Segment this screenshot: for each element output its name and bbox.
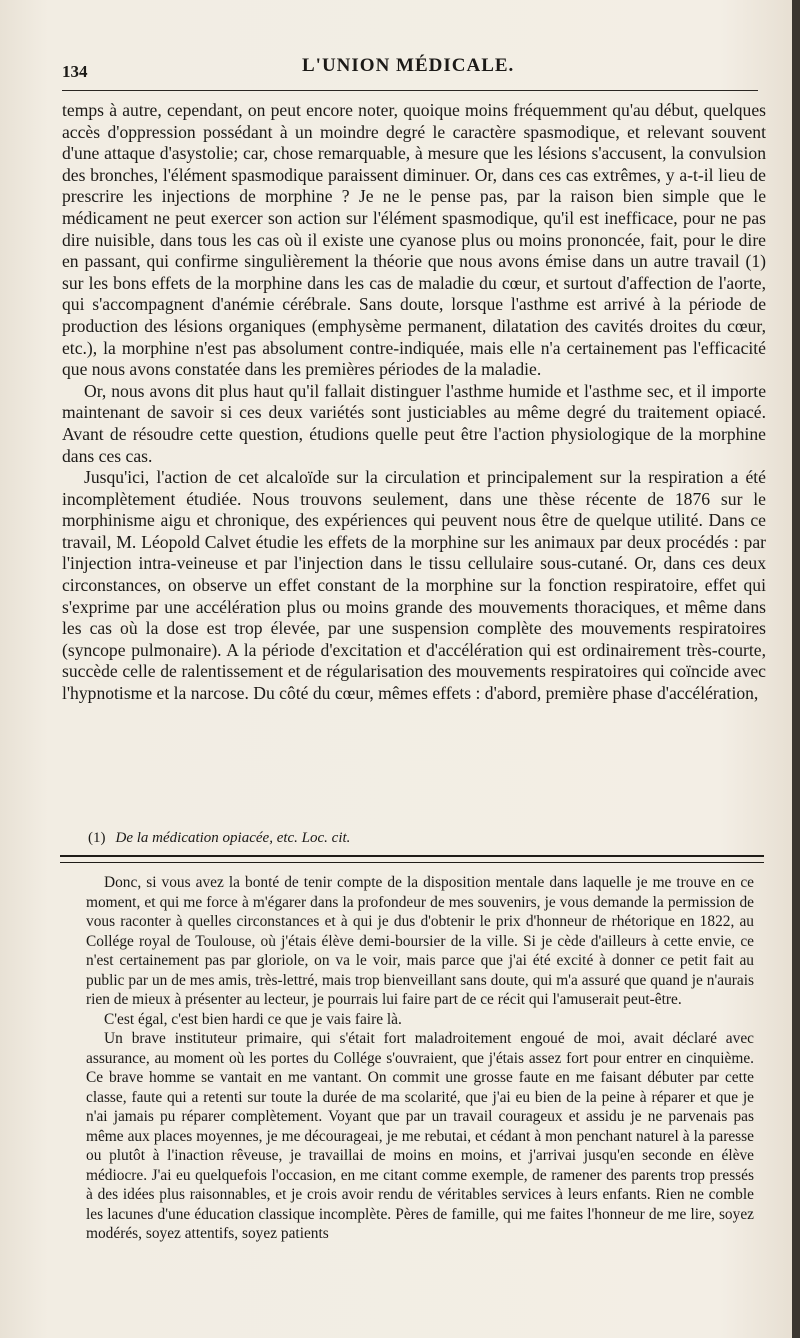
page-number: 134 <box>62 62 88 81</box>
footnote-text: De la médication opiacée, etc. Loc. cit. <box>115 830 351 846</box>
page-header <box>62 55 758 87</box>
article-paragraph: temps à autre, cependant, on peut encore noter, quoique moins fréquemment qu'au début, quelques accès d'oppression possédant à un moindre degré le caractère spasmodique, et relevant souvent d'une attaque d'asystolie; car, chose remarquable, à mesure que les lésions s'accusent, la convulsion des bronches, l'élément spasmodique paraissent diminuer. Or, dans ces cas extrêmes, y a-t-il lieu de prescrire les injections de morphine ? Je ne le pense pas, par la raison bien simple que le médicament ne peut exercer son action sur l'élément spasmodique, qu'il est inefficace, pour ne pas dire nuisible, dans tous les cas où il existe une cyanose plus ou moins prononcée, fait, pour le dire en passant, qui confirme singulièrement la théorie que nous avons émise dans un autre travail (1) sur les bons effets de la morphine dans les cas de maladie du cœur, et surtout d'affection de l'aorte, qui s'accompagnent d'anémie cérébrale. Sans doute, lorsque l'asthme est arrivé à la période de production des lésions organiques (emphysème permanent, dilatation des cavités droites du cœur, etc.), la morphine n'est pas absolument contre-indiquée, mais elle n'a certainement pas l'efficacité que nous avons constatée dans les premières périodes de la maladie. <box>62 100 766 380</box>
feuilleton-paragraph: Donc, si vous avez la bonté de tenir compte de la disposition mentale dans laquelle je me trouve en ce moment, et qui me force à m'égarer dans la profondeur de mes souvenirs, je vous demande la permission de vous raconter à quelles circonstances et à qui je dus d'obtenir le prix d'honneur de rhétorique en 1822, au Collége royal de Toulouse, où j'étais élève demi-boursier de la ville. Si je cède d'ailleurs à cette envie, ce n'est certainement pas par gloriole, on va le voir, mais parce que j'ai été excité à donner ce petit fait au public par un de mes amis, très-lettré, mais trop bienveillant sans doute, qui m'a assuré que quand je n'aurais rien de mieux à présenter au lecteur, je pourrais lui faire part de ce récit qui l'amuserait peut-être. <box>86 874 754 1008</box>
feuilleton-body <box>86 873 754 1244</box>
article-body <box>62 100 766 705</box>
header-rule <box>62 90 758 91</box>
feuilleton-paragraph: C'est égal, c'est bien hardi ce que je vais faire là. <box>104 1010 402 1028</box>
feuilleton-paragraph: Un brave instituteur primaire, qui s'était fort maladroitement engoué de moi, avait déclaré avec assurance, au moment où les portes du Collége s'ouvraient, que j'étais assez fort pour entrer en cinquième. Ce brave homme se vantait en me vantant. On commit une grosse faute en me faisant débuter par cette classe, faute qui a retenti sur toute la durée de ma scolarité, que j'ai eu bien de la peine à réparer et que je n'ai jamais pu réparer complètement. Voyant que par un travail courageux et assidu je ne parvenais pas même aux places moyennes, je me décourageai, je me rebutai, et cédant à mon penchant naturel à la paresse ou plutôt à l'inaction rêveuse, je travaillai de moins en moins, et j'arrivai jusqu'en seconde en élève médiocre. J'ai eu quelquefois l'occasion, en me citant comme exemple, de ramener des parents trop pressés à des idées plus raisonnables, et je crois avoir rendu de véritables services à leurs enfants. Rien ne comble les lacunes d'une éducation classique incomplète. Pères de famille, qui me faites l'honneur de me lire, soyez modérés, soyez attentifs, soyez patients <box>86 1030 754 1242</box>
running-title: L'UNION MÉDICALE. <box>302 55 515 76</box>
feuilleton-separator <box>60 855 764 863</box>
article-paragraph: Or, nous avons dit plus haut qu'il fallait distinguer l'asthme humide et l'asthme sec, et il importe maintenant de savoir si ces deux variétés sont justiciables au même degré du traitement opiacé. Avant de résoudre cette question, étudions quelle peut être l'action physiologique de la morphine dans ces cas. <box>62 380 766 466</box>
footnote-number: (1) <box>88 830 106 846</box>
article-paragraph: Jusqu'ici, l'action de cet alcaloïde sur la circulation et principalement sur la respiration a été incomplètement étudiée. Nous trouvons seulement, dans une thèse récente de 1876 sur le morphinisme aigu et chronique, des expériences qui peuvent nous être de quelque utilité. Dans ce travail, M. Léopold Calvet étudie les effets de la morphine sur les animaux par deux procédés : par l'injection intra-veineuse et par l'injection dans le tissu cellulaire sous-cutané. Or, dans ces deux circonstances, on observe un effet constant de la morphine sur la fonction respiratoire, effet qui s'exprime par une accélération plus ou moins grande des mouvements thoraciques, et même dans les cas où la dose est trop élevée, par une suspension complète des mouvements respiratoires (syncope pulmonaire). A la période d'excitation et d'accélération qui est ordinairement très-courte, succède celle de ralentissement et de régularisation des mouvements respiratoires qui coïncide avec l'hypnotisme et la narcose. Du côté du cœur, mêmes effets : d'abord, première phase d'accélération, <box>62 467 766 704</box>
footnote <box>88 830 748 847</box>
page-edge-shadow <box>792 0 800 1338</box>
